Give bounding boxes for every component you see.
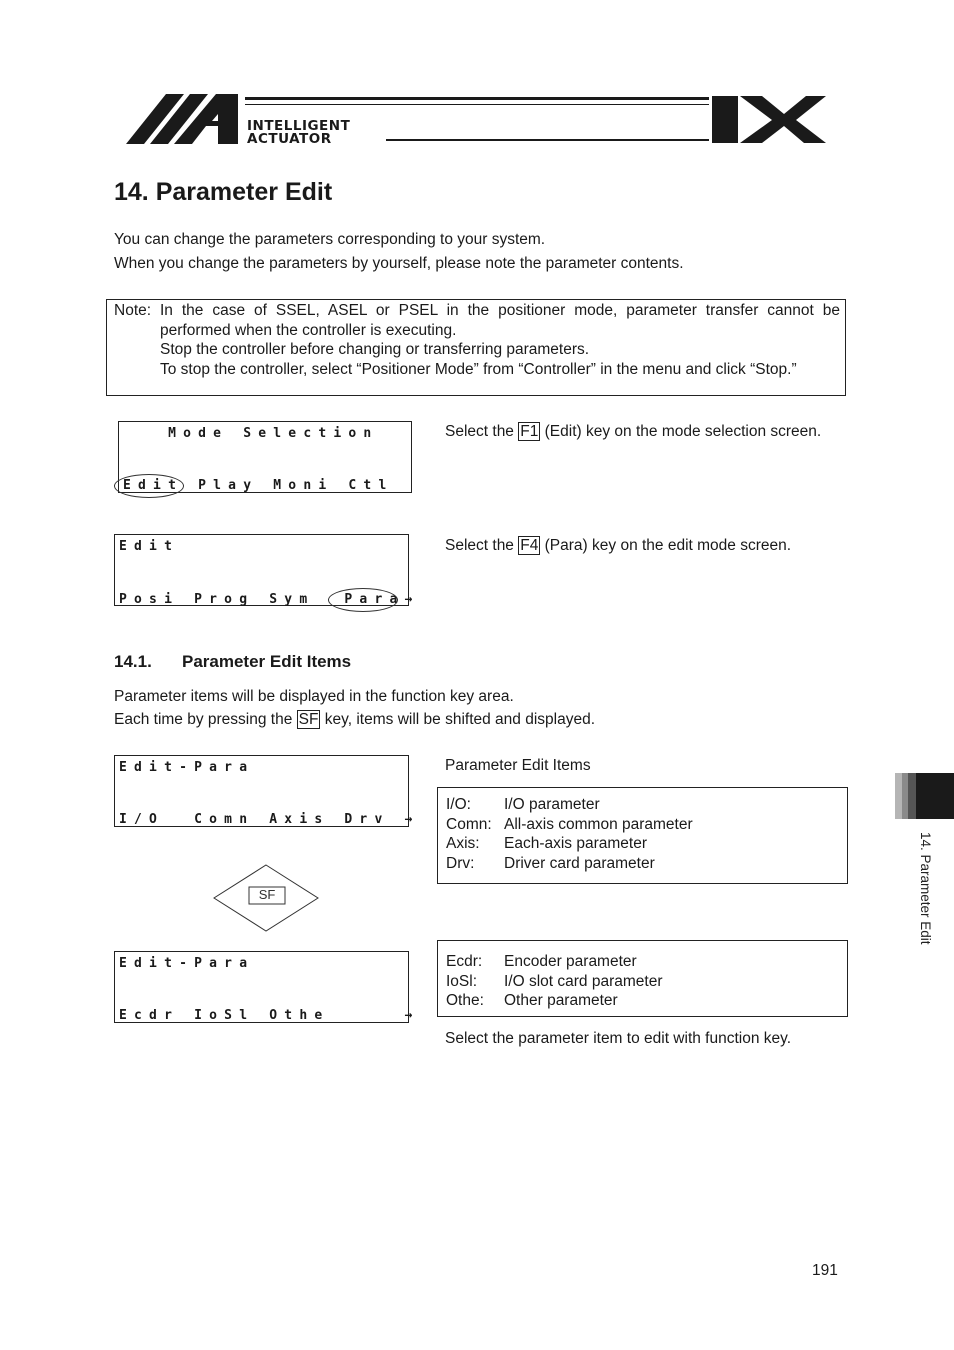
table-row <box>438 972 847 992</box>
highlight-edit-oval <box>114 474 184 498</box>
section-text-1: Parameter items will be displayed in the function key area. <box>114 688 514 705</box>
step1-after: (Edit) key on the mode selection screen. <box>540 423 822 440</box>
item-key: Othe: <box>446 992 484 1009</box>
note-box <box>106 299 846 396</box>
section-text-2-before: Each time by pressing the <box>114 711 297 728</box>
intro-line-2: When you change the parameters by yourself, please note the parameter contents. <box>114 255 684 272</box>
page-title: 14. Parameter Edit <box>114 178 333 206</box>
highlight-para-oval <box>328 588 398 612</box>
header-rule-top-thin <box>245 104 709 105</box>
items-heading: Parameter Edit Items <box>445 757 591 774</box>
step1-before: Select the <box>445 423 519 440</box>
step2-after: (Para) key on the edit mode screen. <box>540 537 792 554</box>
ia-logo-mark-icon <box>126 94 242 144</box>
item-value: Other parameter <box>504 992 618 1009</box>
item-key: Ecdr: <box>446 953 483 970</box>
item-value: I/O slot card parameter <box>504 972 663 990</box>
lcd-line: Edit-Para <box>119 760 255 775</box>
item-value: Each-axis parameter <box>504 835 648 852</box>
item-value: All-axis common parameter <box>504 815 693 833</box>
step1-text <box>445 422 839 441</box>
item-key: I/O: <box>446 796 471 813</box>
table-row <box>438 834 847 854</box>
side-tab-label: 14. Parameter Edit <box>918 832 933 945</box>
item-key: IoSl: <box>446 972 478 990</box>
intro-line-1: You can change the parameters corresponding to your system. <box>114 231 546 248</box>
table-row <box>438 815 847 835</box>
table-row <box>438 795 847 815</box>
lcd-function-keys: I/O Comn Axis Drv → <box>119 812 420 827</box>
step2-text <box>445 536 791 555</box>
sf-key: SF <box>298 711 319 728</box>
table-row <box>438 991 847 1011</box>
side-tab-block <box>916 773 954 819</box>
note-body <box>160 301 840 379</box>
section-title: Parameter Edit Items <box>182 652 352 671</box>
lcd-line: Mode Selection <box>123 426 379 441</box>
closing-text: Select the parameter item to edit with function key. <box>445 1030 792 1047</box>
f1-key: F1 <box>520 423 539 440</box>
section-number: 14.1. <box>114 652 152 671</box>
sf-key-label: SF <box>258 887 276 902</box>
table-row <box>438 952 847 972</box>
page-number: 191 <box>812 1262 838 1279</box>
ix-logo-x-icon <box>740 96 828 144</box>
items-table-1 <box>437 787 848 884</box>
ix-logo-i <box>712 96 738 143</box>
table-row <box>438 854 847 874</box>
brand-line2: ACTUATOR <box>247 131 332 147</box>
note-text-2: Stop the controller before changing or transferring parameters. <box>160 341 590 358</box>
lcd-function-keys: Ecdr IoSl Othe → <box>119 1008 420 1023</box>
lcd-line: Edit <box>119 539 180 554</box>
side-tab-stripe-3 <box>908 773 916 819</box>
f4-key: F4 <box>520 537 539 554</box>
lcd-line: Edit-Para <box>119 956 255 971</box>
step2-before: Select the <box>445 537 519 554</box>
note-label: Note: <box>114 302 152 319</box>
header-rule-bottom <box>386 139 709 141</box>
lcd-function-keys: Edit Play Moni Ctl <box>123 478 394 493</box>
lcd-edit-para-2 <box>114 951 420 1023</box>
section-text-2 <box>114 710 595 729</box>
lcd-function-keys: Posi Prog Sym Para→ <box>119 592 420 607</box>
item-key: Drv: <box>446 854 475 872</box>
note-text-1: In the case of SSEL, ASEL or PSEL in the positioner mode, parameter transfer cannot be performed when the controller is executing. <box>160 302 840 339</box>
item-value: I/O parameter <box>504 796 600 813</box>
section-heading <box>114 652 351 672</box>
lcd-edit-para-1 <box>114 755 420 827</box>
header-rule-top <box>245 97 709 100</box>
item-key: Comn: <box>446 815 492 833</box>
brand-line1: INTELLIGENT <box>247 118 351 134</box>
section-text-2-after: key, items will be shifted and displayed. <box>320 711 596 728</box>
side-tab-stripe-1 <box>895 773 902 819</box>
item-key: Axis: <box>446 835 480 852</box>
note-text-3: To stop the controller, select “Positioner Mode” from “Controller” in the menu and click “Stop.” <box>160 360 797 378</box>
items-table-2 <box>437 940 848 1017</box>
item-value: Driver card parameter <box>504 854 655 872</box>
item-value: Encoder parameter <box>504 953 637 970</box>
